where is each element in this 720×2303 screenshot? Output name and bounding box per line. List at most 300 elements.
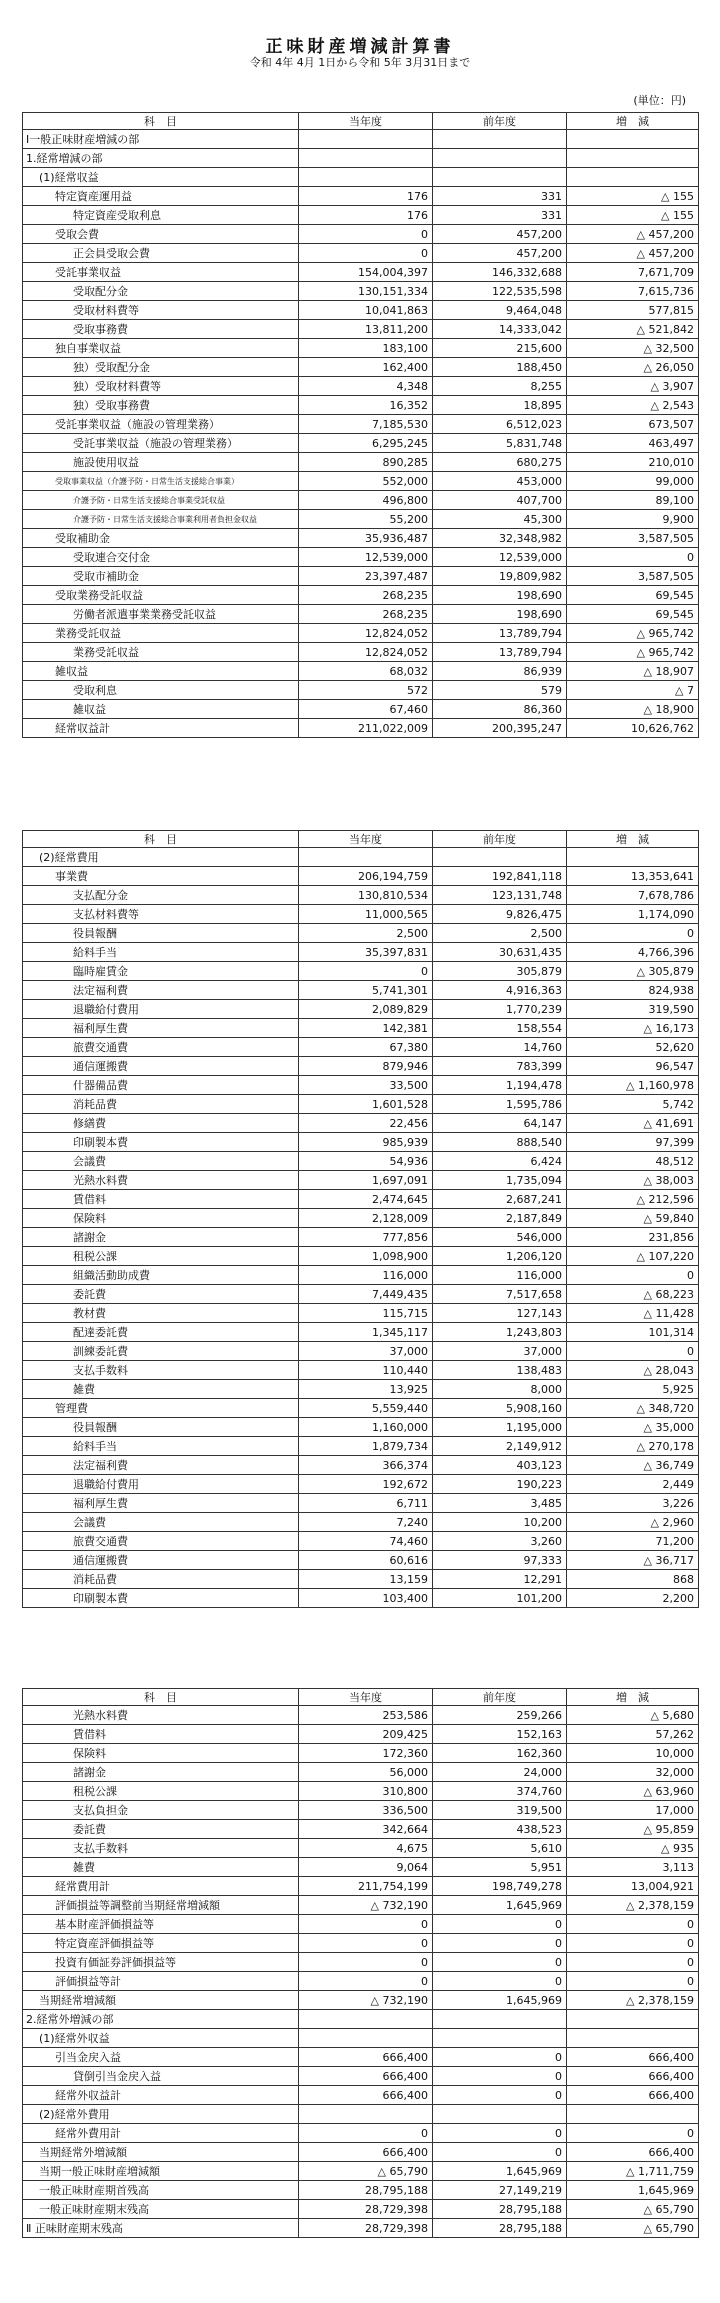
row-subject: 受託事業収益（施設の管理業務） (23, 415, 299, 434)
row-change: △ 965,742 (567, 643, 699, 662)
row-subject: 当期経常外増減額 (23, 2143, 299, 2162)
table-row (23, 867, 699, 886)
row-subject: 1.経常増減の部 (23, 149, 299, 168)
row-current: 268,235 (299, 605, 433, 624)
row-current (299, 2105, 433, 2124)
table-row (23, 130, 699, 149)
row-current: 5,559,440 (299, 1399, 433, 1418)
row-subject: 退職給付費用 (23, 1000, 299, 1019)
row-subject: 支払材料費等 (23, 905, 299, 924)
table-row (23, 1953, 699, 1972)
row-change: △ 305,879 (567, 962, 699, 981)
statement-table-1 (22, 112, 699, 738)
row-current: 1,098,900 (299, 1247, 433, 1266)
row-change: △ 68,223 (567, 1285, 699, 1304)
row-current: 0 (299, 244, 433, 263)
row-subject: 一般正味財産期首残高 (23, 2181, 299, 2200)
table-row (23, 1266, 699, 1285)
row-change: 13,353,641 (567, 867, 699, 886)
row-previous: 579 (433, 681, 567, 700)
row-current: 176 (299, 206, 433, 225)
table-row (23, 1247, 699, 1266)
row-current: △ 732,190 (299, 1896, 433, 1915)
row-current: 0 (299, 2124, 433, 2143)
table-row (23, 1019, 699, 1038)
row-previous: 127,143 (433, 1304, 567, 1323)
row-change: △ 107,220 (567, 1247, 699, 1266)
table-row (23, 1304, 699, 1323)
row-previous: 1,195,000 (433, 1418, 567, 1437)
row-current: 16,352 (299, 396, 433, 415)
row-subject: 会議費 (23, 1152, 299, 1171)
row-current: 666,400 (299, 2143, 433, 2162)
table-row (23, 848, 699, 867)
table-row (23, 700, 699, 719)
row-subject: 退職給付費用 (23, 1475, 299, 1494)
row-previous: 888,540 (433, 1133, 567, 1152)
row-previous: 3,260 (433, 1532, 567, 1551)
row-previous: 30,631,435 (433, 943, 567, 962)
row-current: 0 (299, 225, 433, 244)
row-change: 0 (567, 924, 699, 943)
row-subject: 独自事業収益 (23, 339, 299, 358)
table-row (23, 1744, 699, 1763)
table-row (23, 1589, 699, 1608)
row-subject: 受取利息 (23, 681, 299, 700)
row-previous: 0 (433, 1915, 567, 1934)
row-previous: 546,000 (433, 1228, 567, 1247)
row-subject: 臨時雇賃金 (23, 962, 299, 981)
statement-table-3 (22, 1688, 699, 2238)
table-row (23, 1323, 699, 1342)
row-previous: 5,951 (433, 1858, 567, 1877)
row-subject: 印刷製本費 (23, 1133, 299, 1152)
header-change: 増 減 (567, 1689, 699, 1706)
table-row (23, 1839, 699, 1858)
row-previous: 9,464,048 (433, 301, 567, 320)
row-current: 2,474,645 (299, 1190, 433, 1209)
table-row (23, 1399, 699, 1418)
row-subject: 旅費交通費 (23, 1038, 299, 1057)
table-row (23, 1551, 699, 1570)
row-previous: 86,939 (433, 662, 567, 681)
header-previous: 前年度 (433, 831, 567, 848)
row-current (299, 2010, 433, 2029)
table-row (23, 510, 699, 529)
row-current: 115,715 (299, 1304, 433, 1323)
table-row (23, 1342, 699, 1361)
row-subject: 施設使用収益 (23, 453, 299, 472)
row-subject: 投資有価証券評価損益等 (23, 1953, 299, 1972)
row-previous (433, 2029, 567, 2048)
table-row (23, 1858, 699, 1877)
table-row (23, 643, 699, 662)
row-current: △ 65,790 (299, 2162, 433, 2181)
table-row (23, 1725, 699, 1744)
row-change: 3,113 (567, 1858, 699, 1877)
row-change: 13,004,921 (567, 1877, 699, 1896)
row-previous: 2,687,241 (433, 1190, 567, 1209)
row-subject: 受取会費 (23, 225, 299, 244)
row-previous: 19,809,982 (433, 567, 567, 586)
row-previous: 457,200 (433, 244, 567, 263)
row-previous: 1,595,786 (433, 1095, 567, 1114)
row-change: 1,174,090 (567, 905, 699, 924)
row-change: △ 7 (567, 681, 699, 700)
row-previous: 0 (433, 1972, 567, 1991)
row-subject: Ⅱ 正味財産期末残高 (23, 2219, 299, 2238)
row-current: 1,601,528 (299, 1095, 433, 1114)
row-change: 0 (567, 1266, 699, 1285)
table-row (23, 377, 699, 396)
table-row (23, 1209, 699, 1228)
page-title: 正味財産増減計算書 (265, 37, 455, 57)
table-row (23, 1896, 699, 1915)
row-change: △ 155 (567, 187, 699, 206)
row-change: △ 32,500 (567, 339, 699, 358)
row-previous: 0 (433, 2124, 567, 2143)
row-current: 12,824,052 (299, 643, 433, 662)
row-current: 130,151,334 (299, 282, 433, 301)
table-row (23, 1820, 699, 1839)
row-current: 162,400 (299, 358, 433, 377)
table-row (23, 2029, 699, 2048)
header-change: 増 減 (567, 113, 699, 130)
row-subject: 法定福利費 (23, 981, 299, 1000)
row-change: 666,400 (567, 2086, 699, 2105)
row-change: △ 1,711,759 (567, 2162, 699, 2181)
row-subject: 保険料 (23, 1744, 299, 1763)
row-current (299, 848, 433, 867)
row-previous: 192,841,118 (433, 867, 567, 886)
header-subject: 科 目 (23, 113, 299, 130)
row-previous: 0 (433, 2048, 567, 2067)
row-previous: 1,243,803 (433, 1323, 567, 1342)
row-current: 7,449,435 (299, 1285, 433, 1304)
table-row (23, 1437, 699, 1456)
table-row (23, 2200, 699, 2219)
row-current: 1,879,734 (299, 1437, 433, 1456)
row-change: 4,766,396 (567, 943, 699, 962)
row-previous: 0 (433, 2067, 567, 2086)
row-previous: 1,645,969 (433, 1991, 567, 2010)
row-current: 0 (299, 962, 433, 981)
row-change: △ 26,050 (567, 358, 699, 377)
row-previous: 45,300 (433, 510, 567, 529)
header-change: 増 減 (567, 831, 699, 848)
table-row (23, 1133, 699, 1152)
row-subject: 2.経常外増減の部 (23, 2010, 299, 2029)
row-previous: 116,000 (433, 1266, 567, 1285)
row-previous: 0 (433, 2086, 567, 2105)
row-previous: 407,700 (433, 491, 567, 510)
row-subject: 租税公課 (23, 1782, 299, 1801)
row-current: 4,675 (299, 1839, 433, 1858)
table-row (23, 1285, 699, 1304)
table-row (23, 1706, 699, 1725)
row-subject: 訓練委託費 (23, 1342, 299, 1361)
row-current: 0 (299, 1953, 433, 1972)
row-change: 1,645,969 (567, 2181, 699, 2200)
table-row (23, 1057, 699, 1076)
row-current: 9,064 (299, 1858, 433, 1877)
row-subject: (1)経常外収益 (23, 2029, 299, 2048)
table-row (23, 415, 699, 434)
row-change (567, 168, 699, 187)
row-subject: 福利厚生費 (23, 1494, 299, 1513)
row-subject: 貸倒引当金戻入益 (23, 2067, 299, 2086)
row-change: 69,545 (567, 605, 699, 624)
table-row (23, 2048, 699, 2067)
row-subject: 給料手当 (23, 1437, 299, 1456)
table-row (23, 1934, 699, 1953)
row-change (567, 2010, 699, 2029)
row-change: △ 18,907 (567, 662, 699, 681)
table-row (23, 434, 699, 453)
row-subject: 受取事務費 (23, 320, 299, 339)
row-subject: 介護予防・日常生活支援総合事業利用者負担金収益 (23, 510, 299, 529)
row-previous: 146,332,688 (433, 263, 567, 282)
row-subject: 諸謝金 (23, 1228, 299, 1247)
table-row (23, 187, 699, 206)
row-change (567, 130, 699, 149)
row-subject: 特定資産運用益 (23, 187, 299, 206)
row-change: 32,000 (567, 1763, 699, 1782)
row-current: 666,400 (299, 2048, 433, 2067)
row-change: 463,497 (567, 434, 699, 453)
row-subject: 一般正味財産期末残高 (23, 2200, 299, 2219)
row-current: 172,360 (299, 1744, 433, 1763)
table-row (23, 263, 699, 282)
row-previous: 13,789,794 (433, 643, 567, 662)
row-change: 10,000 (567, 1744, 699, 1763)
row-previous: 8,000 (433, 1380, 567, 1399)
row-current: 60,616 (299, 1551, 433, 1570)
table-row (23, 282, 699, 301)
row-change: △ 2,960 (567, 1513, 699, 1532)
table-row (23, 2181, 699, 2200)
row-subject: 雑収益 (23, 662, 299, 681)
row-previous: 190,223 (433, 1475, 567, 1494)
header-previous: 前年度 (433, 113, 567, 130)
row-subject: 評価損益等調整前当期経常増減額 (23, 1896, 299, 1915)
row-change: 319,590 (567, 1000, 699, 1019)
table-row (23, 719, 699, 738)
row-subject: 受取配分金 (23, 282, 299, 301)
row-previous: 28,795,188 (433, 2200, 567, 2219)
row-current: 54,936 (299, 1152, 433, 1171)
row-change: 9,900 (567, 510, 699, 529)
row-change: △ 35,000 (567, 1418, 699, 1437)
row-subject: 配達委託費 (23, 1323, 299, 1342)
row-previous: 403,123 (433, 1456, 567, 1475)
row-previous: 101,200 (433, 1589, 567, 1608)
row-current: 154,004,397 (299, 263, 433, 282)
row-change: 57,262 (567, 1725, 699, 1744)
table-row (23, 681, 699, 700)
row-current: 985,939 (299, 1133, 433, 1152)
row-change: 48,512 (567, 1152, 699, 1171)
row-previous: 3,485 (433, 1494, 567, 1513)
row-previous: 12,539,000 (433, 548, 567, 567)
row-change (567, 848, 699, 867)
row-previous: 457,200 (433, 225, 567, 244)
row-subject: 独）受取配分金 (23, 358, 299, 377)
row-change: 101,314 (567, 1323, 699, 1342)
row-change: 673,507 (567, 415, 699, 434)
row-subject: 役員報酬 (23, 1418, 299, 1437)
row-previous: 86,360 (433, 700, 567, 719)
table-row (23, 1475, 699, 1494)
table-row (23, 943, 699, 962)
row-subject: 通信運搬費 (23, 1551, 299, 1570)
row-previous (433, 149, 567, 168)
row-change: 52,620 (567, 1038, 699, 1057)
table-row (23, 1152, 699, 1171)
header-current: 当年度 (299, 1689, 433, 1706)
row-current: 28,729,398 (299, 2219, 433, 2238)
row-change: 17,000 (567, 1801, 699, 1820)
row-change: 89,100 (567, 491, 699, 510)
row-previous: 453,000 (433, 472, 567, 491)
row-change: △ 965,742 (567, 624, 699, 643)
row-change: 0 (567, 1915, 699, 1934)
row-previous: 1,645,969 (433, 2162, 567, 2181)
row-current: 268,235 (299, 586, 433, 605)
row-change: 7,671,709 (567, 263, 699, 282)
row-subject: (2)経常費用 (23, 848, 299, 867)
row-previous: 1,194,478 (433, 1076, 567, 1095)
row-change: 666,400 (567, 2067, 699, 2086)
table-row (23, 1095, 699, 1114)
row-current: 342,664 (299, 1820, 433, 1839)
row-previous: 198,690 (433, 605, 567, 624)
row-subject: 委託費 (23, 1285, 299, 1304)
row-change (567, 2105, 699, 2124)
row-previous: 12,291 (433, 1570, 567, 1589)
row-current: 666,400 (299, 2086, 433, 2105)
row-current: 28,729,398 (299, 2200, 433, 2219)
row-subject: 業務受託収益 (23, 643, 299, 662)
row-previous: 28,795,188 (433, 2219, 567, 2238)
row-subject: 委託費 (23, 1820, 299, 1839)
row-previous: 24,000 (433, 1763, 567, 1782)
row-subject: 光熱水料費 (23, 1706, 299, 1725)
row-current: 890,285 (299, 453, 433, 472)
row-change: 210,010 (567, 453, 699, 472)
row-current: 130,810,534 (299, 886, 433, 905)
row-previous: 0 (433, 2143, 567, 2162)
row-previous: 1,645,969 (433, 1896, 567, 1915)
header-current: 当年度 (299, 113, 433, 130)
row-subject: 雑費 (23, 1380, 299, 1399)
table-row (23, 624, 699, 643)
row-previous: 37,000 (433, 1342, 567, 1361)
row-change: △ 41,691 (567, 1114, 699, 1133)
row-change: △ 155 (567, 206, 699, 225)
row-change: 868 (567, 1570, 699, 1589)
row-subject: 支払配分金 (23, 886, 299, 905)
row-change: 0 (567, 548, 699, 567)
row-change: 0 (567, 2124, 699, 2143)
row-change: △ 2,378,159 (567, 1991, 699, 2010)
row-current: 103,400 (299, 1589, 433, 1608)
row-current: 142,381 (299, 1019, 433, 1038)
row-subject: 什器備品費 (23, 1076, 299, 1095)
row-subject: 経常外収益計 (23, 2086, 299, 2105)
row-previous: 32,348,982 (433, 529, 567, 548)
row-previous: 18,895 (433, 396, 567, 415)
row-previous: 259,266 (433, 1706, 567, 1725)
row-current: 253,586 (299, 1706, 433, 1725)
table-row (23, 1877, 699, 1896)
row-change: 7,678,786 (567, 886, 699, 905)
table-row (23, 962, 699, 981)
table-row (23, 149, 699, 168)
table-row (23, 472, 699, 491)
row-change: △ 270,178 (567, 1437, 699, 1456)
row-current (299, 168, 433, 187)
row-previous: 2,149,912 (433, 1437, 567, 1456)
table-row (23, 1570, 699, 1589)
table-row (23, 358, 699, 377)
row-change: △ 36,749 (567, 1456, 699, 1475)
row-change: △ 521,842 (567, 320, 699, 339)
table-row (23, 924, 699, 943)
row-subject: 消耗品費 (23, 1095, 299, 1114)
row-current: 2,128,009 (299, 1209, 433, 1228)
row-subject: 特定資産受取利息 (23, 206, 299, 225)
row-previous: 123,131,748 (433, 886, 567, 905)
row-current: 13,159 (299, 1570, 433, 1589)
row-change: △ 95,859 (567, 1820, 699, 1839)
row-previous: 14,760 (433, 1038, 567, 1057)
row-change: △ 2,378,159 (567, 1896, 699, 1915)
row-previous: 4,916,363 (433, 981, 567, 1000)
row-subject: 管理費 (23, 1399, 299, 1418)
row-change: △ 348,720 (567, 1399, 699, 1418)
row-current: 12,539,000 (299, 548, 433, 567)
row-previous: 198,749,278 (433, 1877, 567, 1896)
row-previous: 2,187,849 (433, 1209, 567, 1228)
header-current: 当年度 (299, 831, 433, 848)
row-change (567, 149, 699, 168)
row-change: △ 18,900 (567, 700, 699, 719)
row-subject: 会議費 (23, 1513, 299, 1532)
table-row (23, 1991, 699, 2010)
row-subject: 業務受託収益 (23, 624, 299, 643)
row-change: △ 38,003 (567, 1171, 699, 1190)
row-change: 10,626,762 (567, 719, 699, 738)
table-row (23, 1114, 699, 1133)
row-change: △ 65,790 (567, 2219, 699, 2238)
row-current: 35,397,831 (299, 943, 433, 962)
row-subject: 正会員受取会費 (23, 244, 299, 263)
row-previous: 331 (433, 206, 567, 225)
row-subject: 経常収益計 (23, 719, 299, 738)
row-subject: 光熱水料費 (23, 1171, 299, 1190)
table-row (23, 320, 699, 339)
row-current: 777,856 (299, 1228, 433, 1247)
period-subtitle: 令和 4年 4月 1日から令和 5年 3月31日まで (249, 56, 471, 69)
row-current (299, 2029, 433, 2048)
header-row (23, 831, 699, 848)
row-previous: 122,535,598 (433, 282, 567, 301)
row-previous (433, 848, 567, 867)
row-subject: 経常費用計 (23, 1877, 299, 1896)
table-row (23, 2143, 699, 2162)
row-current: 110,440 (299, 1361, 433, 1380)
